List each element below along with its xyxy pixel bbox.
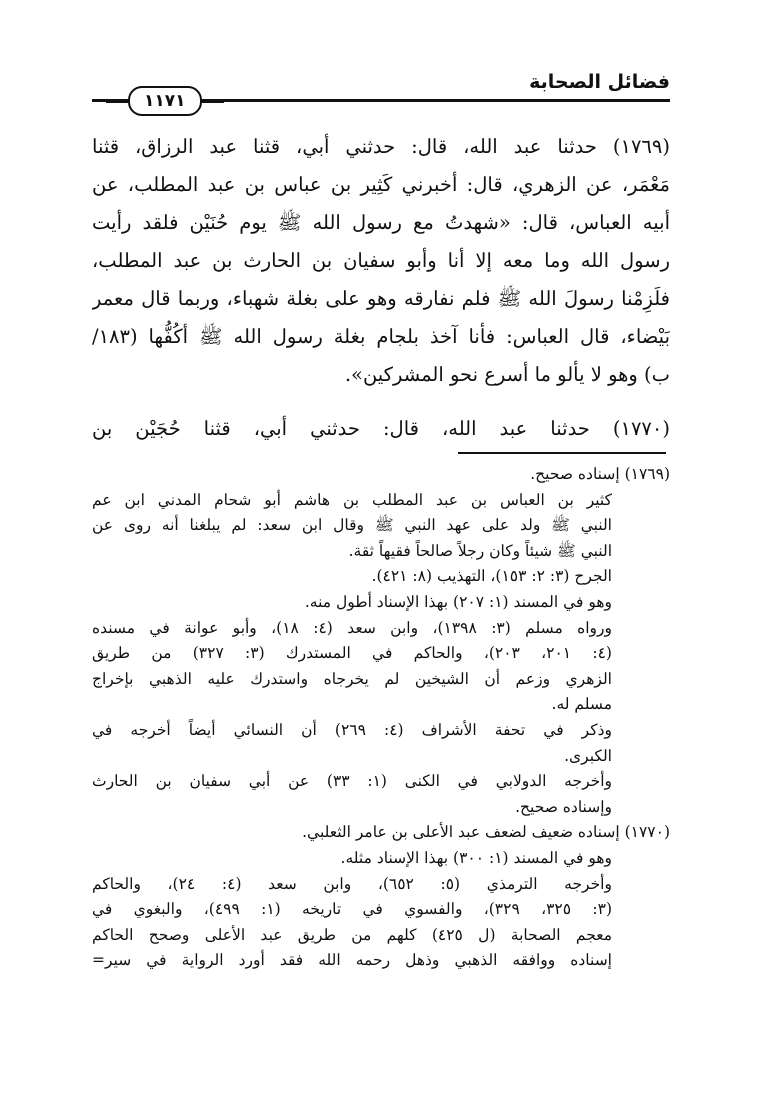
footnote-separator <box>458 452 666 454</box>
footnote-line: وإسناده صحيح. <box>515 797 612 816</box>
footnotes <box>92 462 670 974</box>
footnote-line: إسناده ووافقه الذهبي وذهل رحمه الله فقد أورد الرواية في سير= <box>92 951 612 970</box>
footnote-line: وأخرجه الدولابي في الكنى (١: ٣٣) عن أبي سفيان بن الحارث <box>92 772 613 791</box>
footnote-line: كثير بن العباس بن عبد المطلب بن هاشم أبو شحام المدني ابن عم <box>92 490 612 509</box>
hadith-1769-line: أبيه العباس، قال: «شهدتُ مع رسول الله ﷺ يوم حُنَيْن فلقد رأيت <box>92 211 670 234</box>
hadith-1769-line: فلَزِمْنا رسولَ الله ﷺ فلم نفارقه وهو على بغلة شهباء، وربما قال معمر <box>92 287 670 310</box>
footnote-1769-heading: (١٧٦٩) إسناده صحيح. <box>530 465 670 483</box>
page-header <box>92 70 670 110</box>
book-title: فضائل الصحابة <box>529 71 670 93</box>
footnote-line: مسلم له. <box>551 695 612 714</box>
hadith-1769-line: ب) وهو لا يألو ما أسرع نحو المشركين». <box>344 363 670 386</box>
hadith-1769-line: رسول الله وما معه إلا أنا وأبو سفيان بن الحارث بن عبد المطلب، <box>92 249 670 272</box>
footnote-line: (٤: ٢٠١، ٢٠٣)، والحاكم في المستدرك (٣: ٣٢٧) من طريق <box>92 644 612 663</box>
main-text <box>92 128 670 448</box>
paragraph-gap <box>92 394 670 410</box>
footnote-line: وهو في المسند (١: ٢٠٧) بهذا الإسناد أطول منه. <box>304 592 612 611</box>
hadith-1769-line: مَعْمَر، عن الزهري، قال: أخبرني كَثِير بن عباس بن عبد المطلب، عن <box>92 173 670 196</box>
footnote-line: معجم الصحابة (ل ٤٢٥) كلهم من طريق عبد الأعلى وصحح الحاكم <box>92 925 612 944</box>
footnote-line: الجرح (٣: ٢: ١٥٣)، التهذيب (٨: ٤٢١). <box>371 567 612 586</box>
footnote-line: وأخرجه الترمذي (٥: ٦٥٢)، وابن سعد (٤: ٢٤)، والحاكم <box>92 874 612 893</box>
footnote-line: الكبرى. <box>564 746 612 765</box>
footnote-1770-heading: (١٧٧٠) إسناده ضعيف لضعف عبد الأعلى بن عامر الثعلبي. <box>302 823 670 842</box>
hadith-1770-line: (١٧٧٠) حدثنا عبد الله، قال: حدثني أبي، قثنا حُجَيْن بن <box>92 417 670 440</box>
hadith-1769-line: (١٧٦٩) حدثنا عبد الله، قال: حدثني أبي، قثنا عبد الرزاق، قثنا <box>92 135 670 158</box>
footnote-line: النبي ﷺ شيئاً وكان رجلاً صالحاً فقيهاً ثقة. <box>348 541 612 560</box>
footnote-line: النبي ﷺ ولد على عهد النبي ﷺ وقال ابن سعد: لم يبلغنا أنه روى عن <box>92 516 612 535</box>
footnote-line: (٣: ٣٢٥، ٣٢٩)، والفسوي في تاريخه (١: ٤٩٩)، والبغوي في <box>92 900 612 919</box>
hadith-1769-line: بَيْضاء، قال العباس: فأنا آخذ بلجام بغلة رسول الله ﷺ أكُفُّها (١٨٣/ <box>92 325 670 348</box>
footnote-line: وهو في المسند (١: ٣٠٠) بهذا الإسناد مثله. <box>340 848 612 867</box>
footnote-line: وذكر في تحفة الأشراف (٤: ٢٦٩) أن النسائي أيضاً أخرجه في <box>92 720 612 739</box>
page-number: ١١٧١ <box>128 86 202 116</box>
footnote-line: ورواه مسلم (٣: ١٣٩٨)، وابن سعد (٤: ١٨)، وأبو عوانة في مسنده <box>92 618 612 637</box>
footnote-line: الزهري وزعم أن الشيخين لم يخرجاه واستدرك عليه الذهبي بإخراج <box>92 669 612 688</box>
